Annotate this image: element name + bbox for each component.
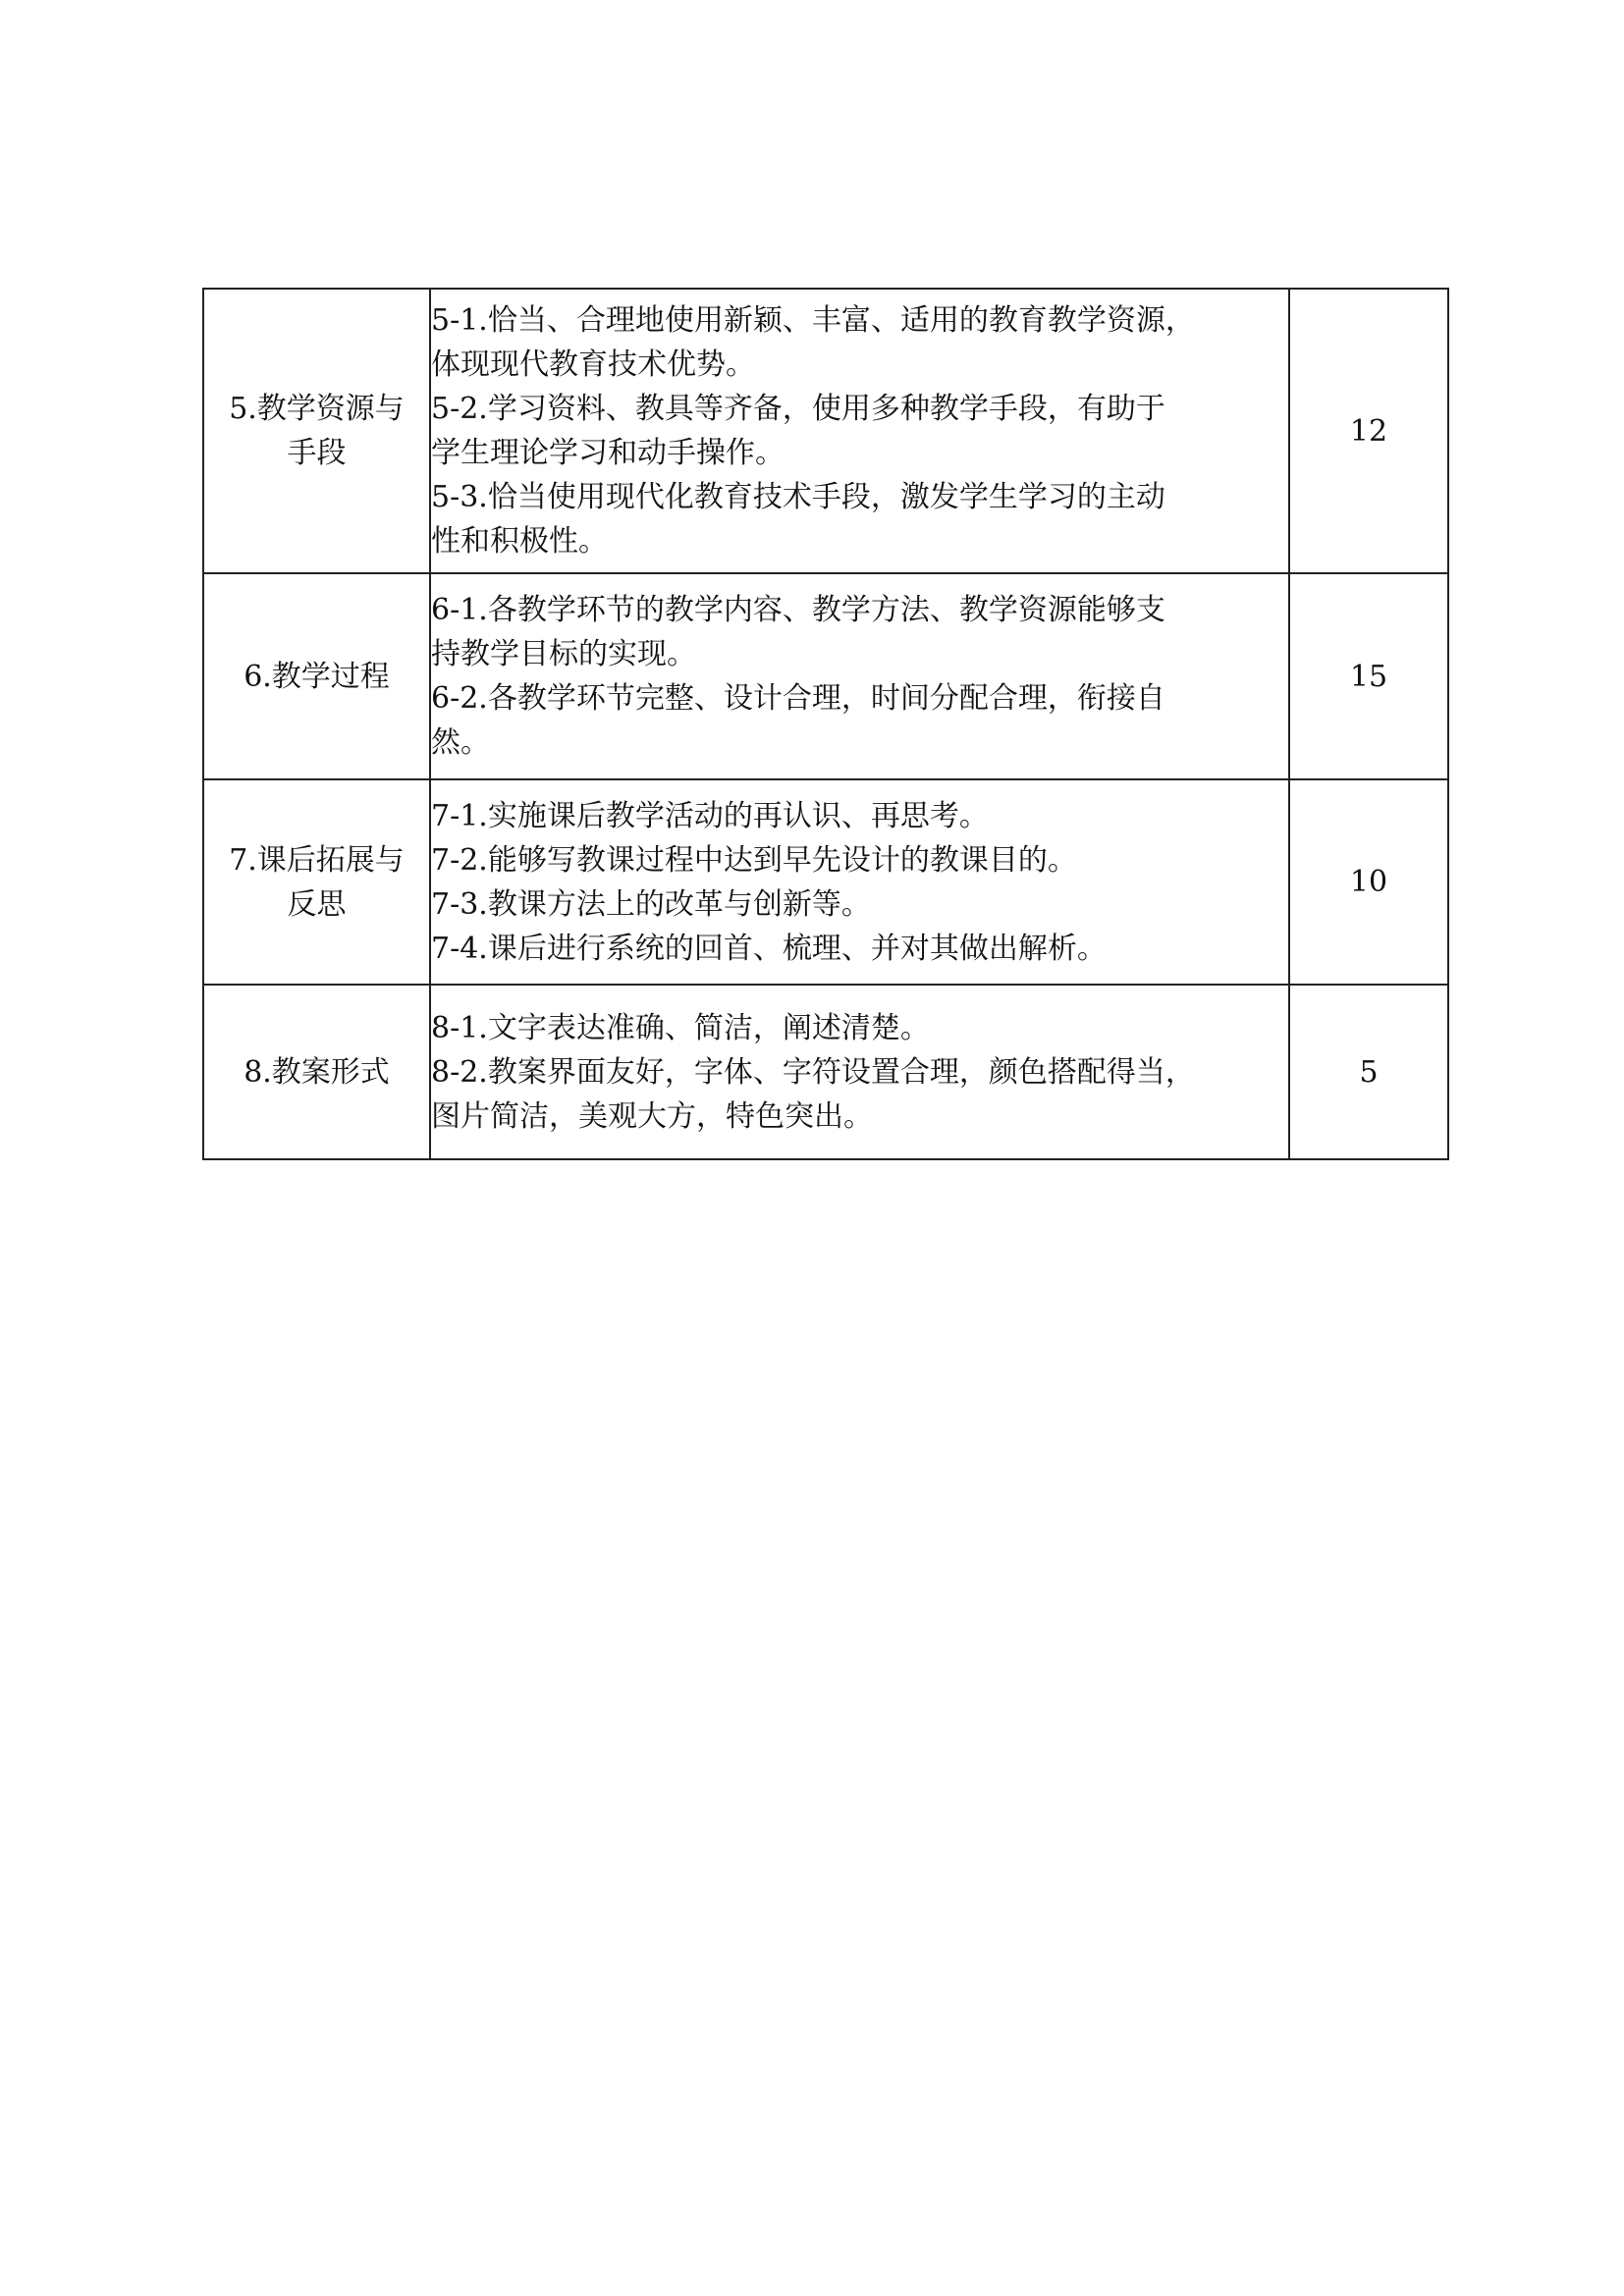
table-row: [203, 985, 1448, 1159]
table-row: [203, 573, 1448, 779]
criterion-item-text: 反思: [287, 886, 347, 922]
criterion-description-line: 8-2.教案界面友好，字体、字符设置合理，颜色搭配得当，: [431, 1054, 1195, 1090]
criterion-item-cell: [203, 985, 430, 1159]
criterion-description-cell: [430, 779, 1289, 985]
criterion-item-cell: [203, 779, 430, 985]
criterion-description-line: 然。: [431, 725, 490, 760]
criterion-description-cell: [430, 985, 1289, 1159]
criterion-description-cell: [430, 289, 1289, 573]
criterion-description-line: 7-2.能够写教课过程中达到早先设计的教课目的。: [431, 842, 1077, 878]
criterion-description-line: 图片简洁，美观大方，特色突出。: [431, 1098, 873, 1134]
criterion-description-line: 5-1.恰当、合理地使用新颖、丰富、适用的教育教学资源，: [431, 303, 1195, 338]
criterion-description-line: 5-2.学习资料、教具等齐备，使用多种教学手段，有助于: [431, 392, 1165, 426]
criterion-score-cell: 12: [1289, 289, 1448, 573]
criterion-description-line: 性和积极性。: [431, 524, 608, 559]
criterion-item-text: 5.教学资源与: [229, 392, 405, 426]
criterion-description-line: 持教学目标的实现。: [431, 637, 696, 671]
criterion-score-cell: 15: [1289, 573, 1448, 779]
table-row: [203, 289, 1448, 573]
criterion-item-text: 6.教学过程: [244, 659, 390, 694]
criterion-description-line: 5-3.恰当使用现代化教育技术手段，激发学生学习的主动: [431, 480, 1165, 514]
criterion-description-line: 学生理论学习和动手操作。: [431, 436, 785, 470]
criterion-description-line: 7-3.教课方法上的改革与创新等。: [431, 886, 871, 922]
criterion-description-line: 体现现代教育技术优势。: [431, 347, 755, 382]
criterion-item-cell: [203, 289, 430, 573]
criterion-item-cell: [203, 573, 430, 779]
criterion-description-cell: [430, 573, 1289, 779]
criterion-score-cell: 10: [1289, 779, 1448, 985]
criterion-description-line: 7-1.实施课后教学活动的再认识、再思考。: [431, 798, 989, 833]
criterion-item-text: 8.教案形式: [244, 1054, 390, 1090]
criterion-item-text: 7.课后拓展与: [229, 842, 405, 878]
criterion-description-line: 7-4.课后进行系统的回首、梳理、并对其做出解析。: [431, 931, 1107, 966]
evaluation-criteria-table: [202, 288, 1449, 1160]
criterion-score-cell: 5: [1289, 985, 1448, 1159]
criterion-description-line: 8-1.文字表达准确、简洁，阐述清楚。: [431, 1010, 930, 1045]
criterion-description-line: 6-1.各教学环节的教学内容、教学方法、教学资源能够支: [431, 593, 1165, 627]
criterion-item-text: 手段: [287, 436, 347, 470]
table-row: [203, 779, 1448, 985]
criterion-description-line: 6-2.各教学环节完整、设计合理，时间分配合理，衔接自: [431, 681, 1165, 716]
